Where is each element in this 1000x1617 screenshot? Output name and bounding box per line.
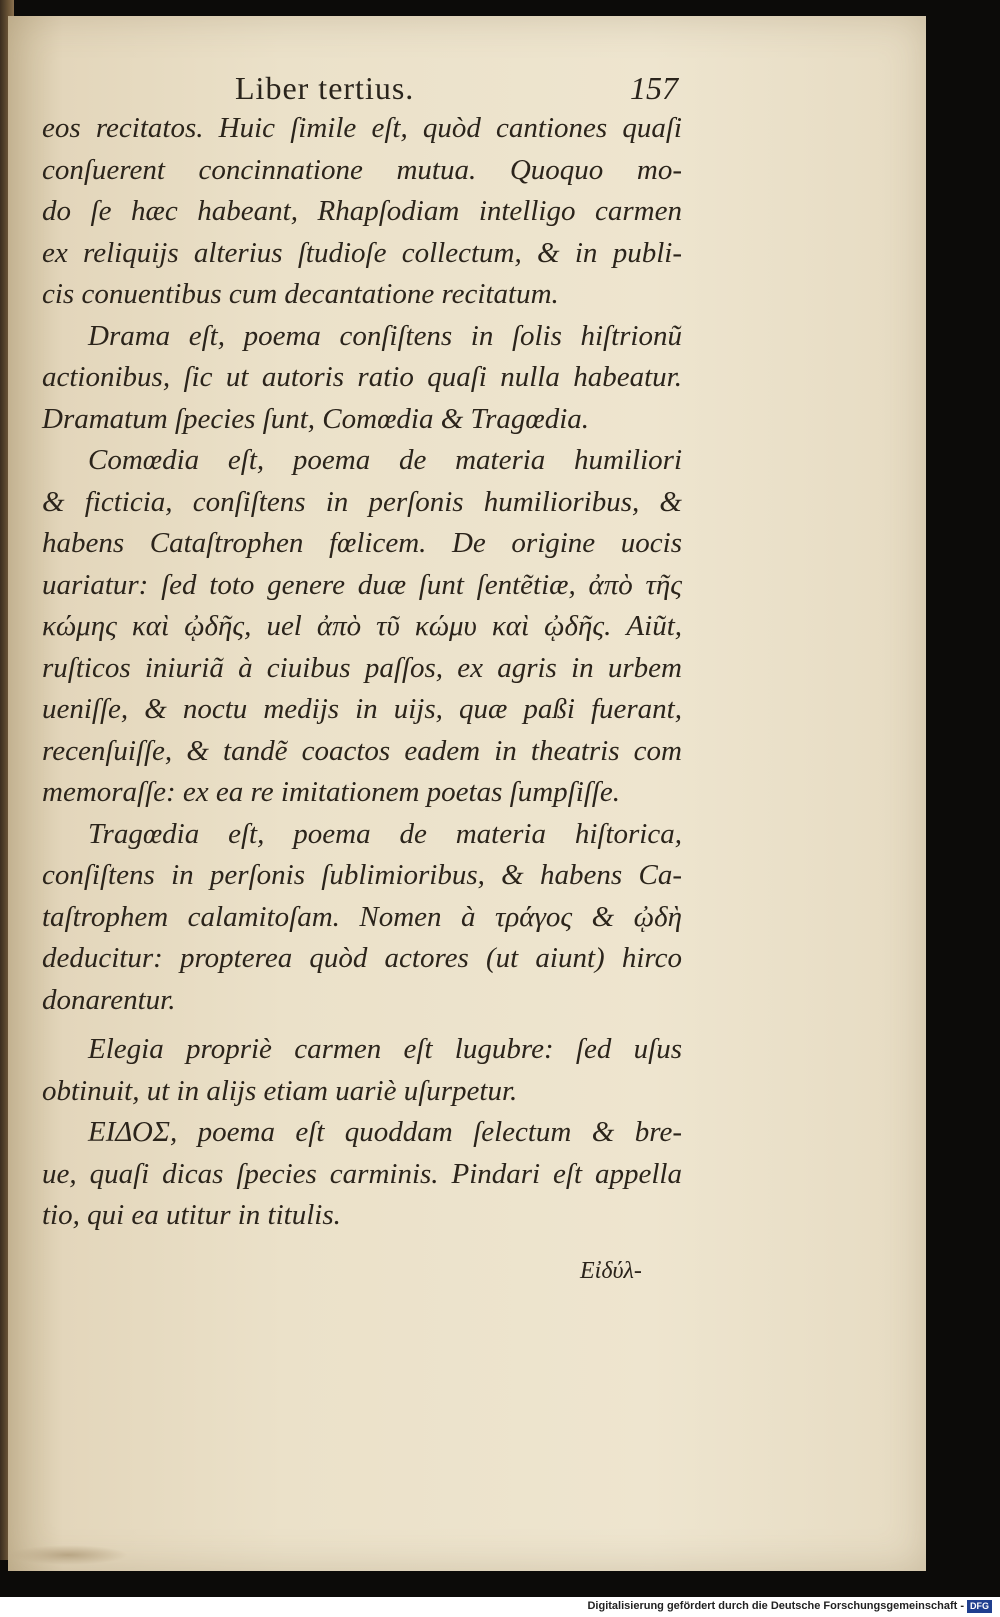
text-line: obtinuit, ut in alijs etiam uariè uſurpetur.	[42, 1074, 518, 1107]
paragraph-elegia-start: Elegia propriè carmen eſt lugubre: ſed uſus	[88, 1033, 682, 1065]
text-line: & ficticia, conſiſtens in perſonis humilioribus, &	[42, 485, 682, 518]
text-line: taſtrophem calamitoſam. Nomen à τράγος & ᾠδὴ	[42, 900, 682, 933]
text-line: ruſticos iniuriã à ciuibus paſſos, ex agris in urbem	[42, 651, 682, 684]
text-line: κώμης καὶ ᾠδῆς, uel ἀπὸ τῦ κώμυ καὶ ᾠδῆς. Aiũt,	[42, 610, 682, 642]
page-number: 157	[630, 70, 678, 106]
text-line: actionibus, ſic ut autoris ratio quaſi nulla habeatur.	[42, 361, 682, 393]
paragraph-comoedia-start: Comœdia eſt, poema de materia humiliori	[88, 444, 682, 476]
text-line: do ſe hæc habeant, Rhapſodiam intelligo carmen	[42, 195, 682, 227]
paragraph-tragoedia-start: Tragœdia eſt, poema de materia hiſtorica,	[88, 817, 682, 850]
text-line: habens Cataſtrophen fœlicem. De origine uocis	[42, 527, 682, 559]
text-block	[42, 108, 682, 1237]
paragraph-drama-start: Drama eſt, poema conſiſtens in ſolis hiſtrionũ	[88, 319, 682, 352]
page-stain	[8, 1545, 128, 1565]
text-line: ue, quaſi dicas ſpecies carminis. Pindari eſt appella	[42, 1157, 682, 1190]
running-head: Liber tertius.	[235, 70, 415, 106]
text-line: ex reliquijs alterius ſtudioſe collectum, & in publi-	[42, 236, 682, 269]
text-line: cis conuentibus cum decantatione recitatum.	[42, 278, 559, 310]
text-line: ueniſſe, & noctu medijs in uijs, quæ paßi fuerant,	[42, 693, 682, 725]
dfg-logo: DFG	[967, 1600, 992, 1613]
text-line: deducitur: propterea quòd actores (ut aiunt) hirco	[42, 942, 682, 974]
text-line: conſuerent concinnatione mutua. Quoquo mo-	[42, 153, 682, 186]
text-line: conſiſtens in perſonis ſublimioribus, & habens Ca-	[42, 859, 682, 891]
text-line: uariatur: ſed toto genere duæ ſunt ſentẽtiæ, ἀπὸ τῆς	[42, 568, 682, 601]
text-line: eos recitatos. Huic ſimile eſt, quòd cantiones quaſi	[42, 112, 682, 144]
footer-credit: Digitalisierung gefördert durch die Deutsche Forschungsgemeinschaft -	[587, 1600, 964, 1612]
text-line: memoraſſe: ex ea re imitationem poetas ſumpſiſſe.	[42, 776, 620, 808]
paragraph-eidos-start: ΕΙΔΟΣ, poema eſt quoddam ſelectum & bre-	[88, 1116, 682, 1148]
text-line: tio, qui ea utitur in titulis.	[42, 1199, 341, 1231]
text-line: recenſuiſſe, & tandẽ coactos eadem in theatris com	[42, 734, 682, 767]
catchword: Εἰδύλ-	[580, 1258, 642, 1284]
text-line: donarentur.	[42, 983, 176, 1016]
text-line: Dramatum ſpecies ſunt, Comœdia & Tragœdia.	[42, 402, 590, 435]
